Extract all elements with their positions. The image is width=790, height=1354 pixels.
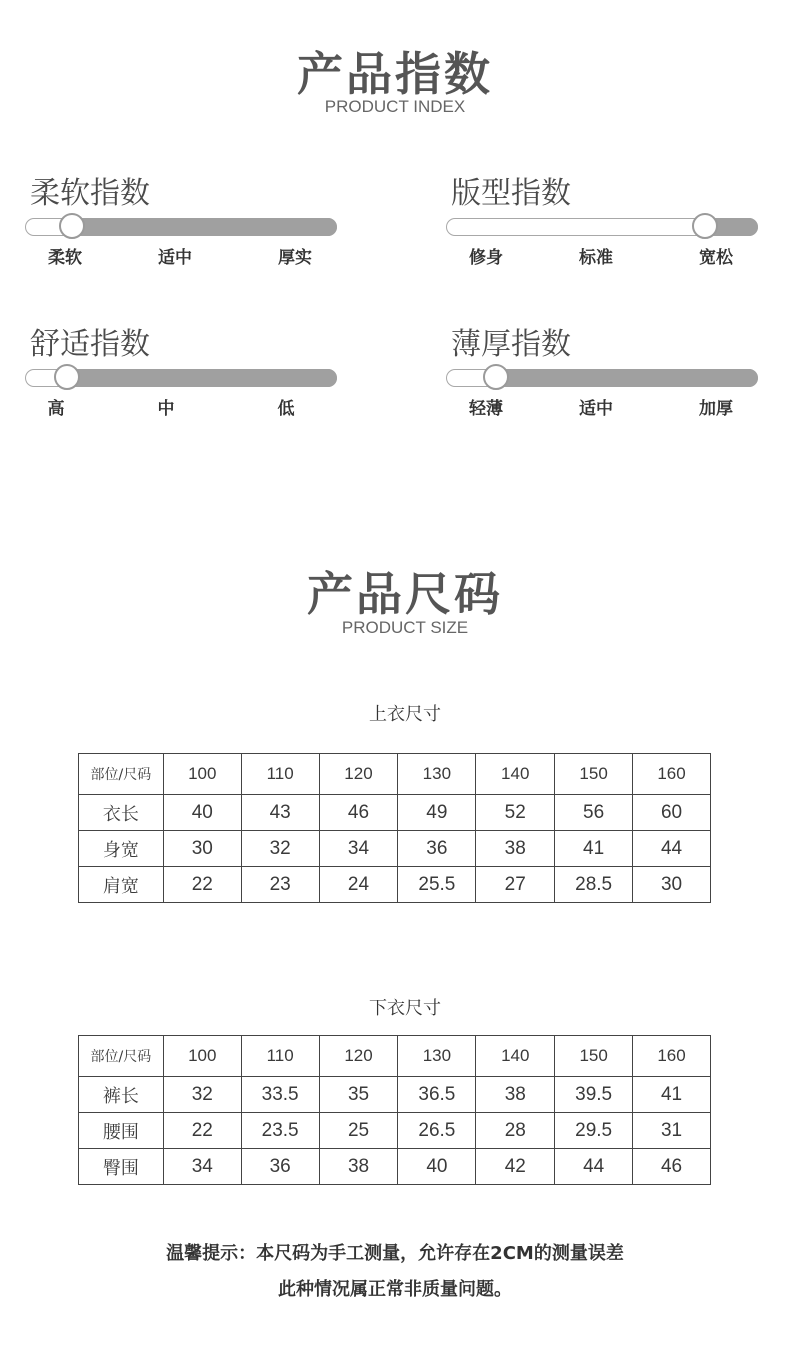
row-label: 衣长	[79, 795, 164, 831]
size-header: 100	[163, 754, 241, 795]
size-header: 150	[555, 754, 633, 795]
table-cell: 39.5	[555, 1077, 633, 1113]
thickness-index-title: 薄厚指数	[451, 327, 571, 362]
size-header: 130	[398, 754, 476, 795]
index-section-title: 产品指数	[297, 47, 493, 101]
size-section-subtitle: PRODUCT SIZE	[341, 618, 469, 637]
softness-label-low: 柔软	[48, 248, 82, 268]
fit-label-low: 修身	[469, 248, 503, 268]
fit-index-title: 版型指数	[451, 176, 571, 211]
fit-label-mid: 标准	[579, 248, 613, 268]
table-cell: 23	[241, 867, 319, 903]
table-cell: 41	[633, 1077, 711, 1113]
table-cell: 24	[319, 867, 398, 903]
fit-label-high: 宽松	[699, 248, 733, 268]
top-size-table	[78, 753, 711, 903]
table-cell: 33.5	[241, 1077, 319, 1113]
table-cell: 46	[319, 795, 398, 831]
table-cell: 30	[163, 831, 241, 867]
softness-label-mid: 适中	[158, 248, 192, 268]
table-cell: 32	[241, 831, 319, 867]
table-cell: 56	[555, 795, 633, 831]
table-cell: 44	[633, 831, 711, 867]
slider-knob	[54, 364, 80, 390]
softness-index-slider	[25, 218, 337, 236]
fit-index-slider	[446, 218, 758, 236]
index-section-subtitle: PRODUCT INDEX	[324, 97, 466, 116]
table-cell: 38	[476, 1077, 555, 1113]
table-cell: 23.5	[241, 1113, 319, 1149]
size-header: 110	[241, 1036, 319, 1077]
table-cell: 40	[398, 1149, 476, 1185]
table-row	[79, 795, 711, 831]
slider-knob	[483, 364, 509, 390]
thickness-label-high: 加厚	[699, 399, 733, 419]
table-cell: 34	[163, 1149, 241, 1185]
table-cell: 36	[398, 831, 476, 867]
size-header: 160	[633, 754, 711, 795]
table-cell: 25	[319, 1113, 398, 1149]
notice-line-2: 此种情况属正常非质量问题。	[278, 1279, 512, 1300]
size-header: 140	[476, 1036, 555, 1077]
size-header: 130	[398, 1036, 476, 1077]
table-header-row	[79, 1036, 711, 1077]
size-header: 160	[633, 1036, 711, 1077]
thickness-index-slider	[446, 369, 758, 387]
row-label: 裤长	[79, 1077, 164, 1113]
slider-knob	[692, 213, 718, 239]
table-row	[79, 831, 711, 867]
comfort-label-low: 低	[277, 399, 295, 419]
comfort-index-title: 舒适指数	[30, 327, 150, 362]
size-header: 120	[319, 1036, 398, 1077]
size-header: 140	[476, 754, 555, 795]
slider-fill	[67, 369, 337, 387]
size-header: 110	[241, 754, 319, 795]
table-cell: 49	[398, 795, 476, 831]
table-cell: 35	[319, 1077, 398, 1113]
table-cell: 30	[633, 867, 711, 903]
table-cell: 29.5	[555, 1113, 633, 1149]
row-label: 身宽	[79, 831, 164, 867]
table-corner-label: 部位/尺码	[79, 754, 164, 795]
table-cell: 28	[476, 1113, 555, 1149]
slider-fill	[72, 218, 337, 236]
softness-label-high: 厚实	[278, 248, 312, 268]
table-cell: 46	[633, 1149, 711, 1185]
table-row	[79, 1077, 711, 1113]
table-cell: 26.5	[398, 1113, 476, 1149]
table-cell: 22	[163, 1113, 241, 1149]
notice-line-1: 温馨提示：本尺码为手工测量，允许存在2CM的测量误差	[166, 1243, 624, 1264]
table-cell: 43	[241, 795, 319, 831]
comfort-index-slider	[25, 369, 337, 387]
table-corner-label: 部位/尺码	[79, 1036, 164, 1077]
table-cell: 28.5	[555, 867, 633, 903]
table-cell: 44	[555, 1149, 633, 1185]
size-section-title: 产品尺码	[307, 567, 503, 621]
row-label: 腰围	[79, 1113, 164, 1149]
table-cell: 25.5	[398, 867, 476, 903]
table-cell: 41	[555, 831, 633, 867]
table-cell: 22	[163, 867, 241, 903]
size-header: 150	[555, 1036, 633, 1077]
table-cell: 60	[633, 795, 711, 831]
bottom-size-table	[78, 1035, 711, 1185]
table-cell: 27	[476, 867, 555, 903]
bottom-table-caption: 下衣尺寸	[369, 998, 441, 1019]
table-row	[79, 1113, 711, 1149]
table-cell: 42	[476, 1149, 555, 1185]
comfort-label-high: 高	[47, 399, 65, 419]
size-header: 100	[163, 1036, 241, 1077]
table-cell: 36	[241, 1149, 319, 1185]
table-cell: 52	[476, 795, 555, 831]
table-cell: 31	[633, 1113, 711, 1149]
thickness-label-low: 轻薄	[469, 399, 503, 419]
table-cell: 32	[163, 1077, 241, 1113]
table-header-row	[79, 754, 711, 795]
row-label: 肩宽	[79, 867, 164, 903]
softness-index-title: 柔软指数	[30, 176, 150, 211]
slider-fill	[496, 369, 758, 387]
size-header: 120	[319, 754, 398, 795]
table-row	[79, 867, 711, 903]
table-row	[79, 1149, 711, 1185]
row-label: 臀围	[79, 1149, 164, 1185]
table-cell: 34	[319, 831, 398, 867]
table-cell: 40	[163, 795, 241, 831]
table-cell: 38	[476, 831, 555, 867]
table-cell: 38	[319, 1149, 398, 1185]
top-table-caption: 上衣尺寸	[369, 704, 441, 725]
comfort-label-mid: 中	[157, 399, 175, 419]
thickness-label-mid: 适中	[579, 399, 613, 419]
table-cell: 36.5	[398, 1077, 476, 1113]
